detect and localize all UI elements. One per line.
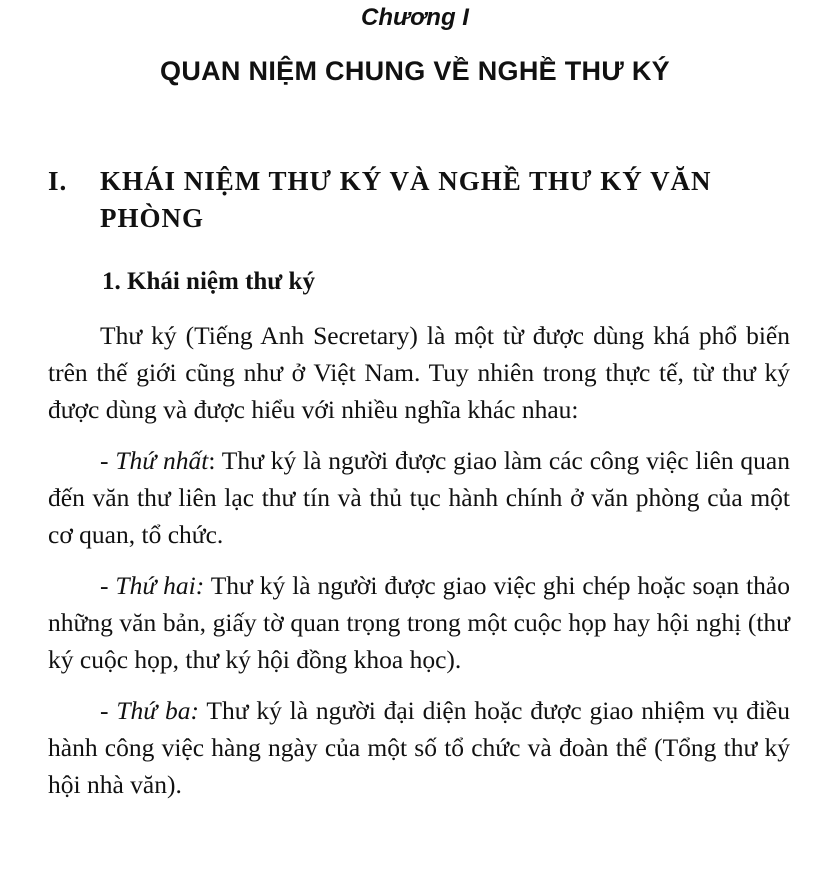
body-text xyxy=(48,317,790,817)
paragraph-first-text: : Thư ký là người được giao làm các công việc liên quan đến văn thư liên lạc thư tín và thủ tục hành chính ở văn phòng của một cơ quan, tổ chức. xyxy=(48,446,790,549)
section-title: KHÁI NIỆM THƯ KÝ VÀ NGHỀ THƯ KÝ VĂN PHÒNG xyxy=(100,166,712,233)
paragraph-third-text: Thư ký là người đại diện hoặc được giao nhiệm vụ điều hành công việc hàng ngày của một số tổ chức và đoàn thể (Tổng thư ký hội nhà văn). xyxy=(48,696,790,799)
chapter-label: Chương I xyxy=(361,4,469,31)
paragraph-second-prefix: - xyxy=(100,571,116,600)
section-number: I. xyxy=(48,166,68,196)
chapter-title: QUAN NIỆM CHUNG VỀ NGHỀ THƯ KÝ xyxy=(160,56,670,86)
paragraph-second-term: Thứ hai: xyxy=(115,571,205,600)
subsection-heading: 1. Khái niệm thư ký xyxy=(102,268,315,295)
paragraph-third-term: Thứ ba: xyxy=(116,696,199,725)
section-heading xyxy=(48,163,798,237)
paragraph-third xyxy=(48,692,790,803)
paragraph-second xyxy=(48,567,790,678)
paragraph-second-text: Thư ký là người được giao việc ghi chép hoặc soạn thảo những văn bản, giấy tờ quan trọng trong một cuộc họp hay hội nghị (thư ký cuộc họp, thư ký hội đồng khoa học). xyxy=(48,571,791,674)
paragraph-first-prefix: - xyxy=(100,446,116,475)
paragraph-intro: Thư ký (Tiếng Anh Secretary) là một từ được dùng khá phổ biến trên thế giới cũng như ở Việt Nam. Tuy nhiên trong thực tế, từ thư ký được dùng và được hiểu với nhiều nghĩa khác nhau: xyxy=(48,321,790,424)
paragraph-third-prefix: - xyxy=(100,696,117,725)
paragraph-first-term: Thứ nhất xyxy=(115,446,209,475)
paragraph-first xyxy=(48,442,790,553)
